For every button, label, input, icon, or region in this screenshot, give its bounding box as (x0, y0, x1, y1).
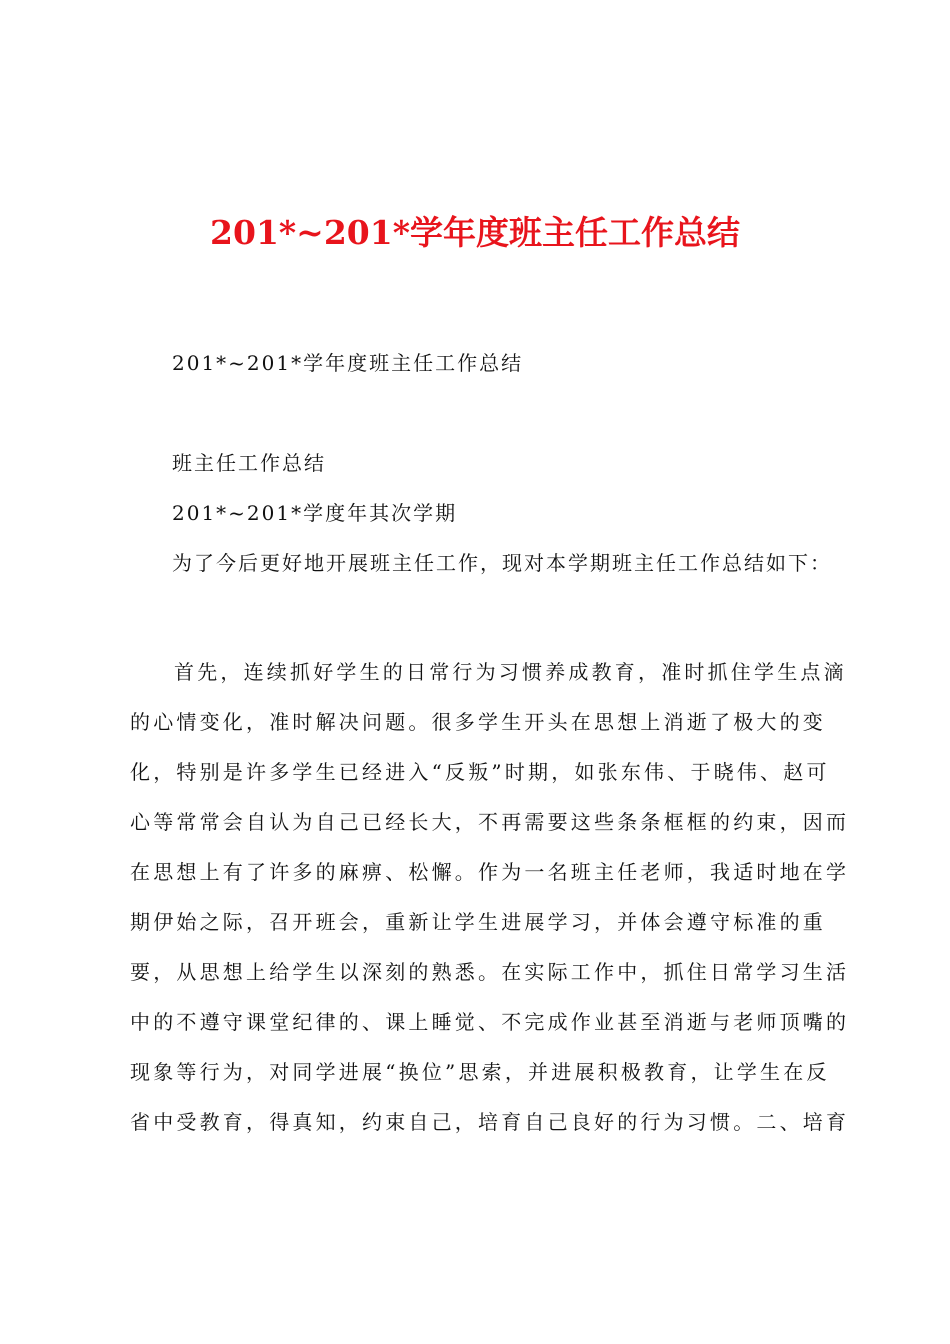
paragraph-line: 省中受教育，得真知，约束自己，培育自己良好的行为习惯。二、培育 (130, 1110, 850, 1134)
paragraph-line: 化，特别是许多学生已经进入“反叛”时期，如张东伟、于晓伟、赵可 (130, 760, 830, 784)
paragraph-line: 首先，连续抓好学生的日常行为习惯养成教育，准时抓住学生点滴 (174, 660, 847, 684)
paragraph-line: 中的不遵守课堂纪律的、课上睡觉、不完成作业甚至消逝与老师顶嘴的 (130, 1010, 850, 1034)
document-title: 201*~201*学年度班主任工作总结 (210, 213, 740, 252)
term-line: 201*~201*学度年其次学期 (172, 501, 458, 525)
section-heading: 班主任工作总结 (172, 451, 326, 475)
intro-line: 为了今后更好地开展班主任工作，现对本学期班主任工作总结如下： (172, 551, 832, 575)
paragraph-line: 现象等行为，对同学进展“换位”思索，并进展积极教育，让学生在反 (130, 1060, 830, 1084)
paragraph-line: 心等常常会自认为自己已经长大，不再需要这些条条框框的约束，因而 (130, 810, 850, 834)
paragraph-line: 要，从思想上给学生以深刻的熟悉。在实际工作中，抓住日常学习生活 (130, 960, 850, 984)
paragraph-line: 在思想上有了许多的麻痹、松懈。作为一名班主任老师，我适时地在学 (130, 860, 850, 884)
body-paragraph (130, 647, 850, 1147)
subtitle-line: 201*~201*学年度班主任工作总结 (172, 351, 524, 375)
paragraph-line: 的心情变化，准时解决问题。很多学生开头在思想上消逝了极大的变 (130, 710, 826, 734)
paragraph-line: 期伊始之际，召开班会，重新让学生进展学习，并体会遵守标准的重 (130, 910, 826, 934)
